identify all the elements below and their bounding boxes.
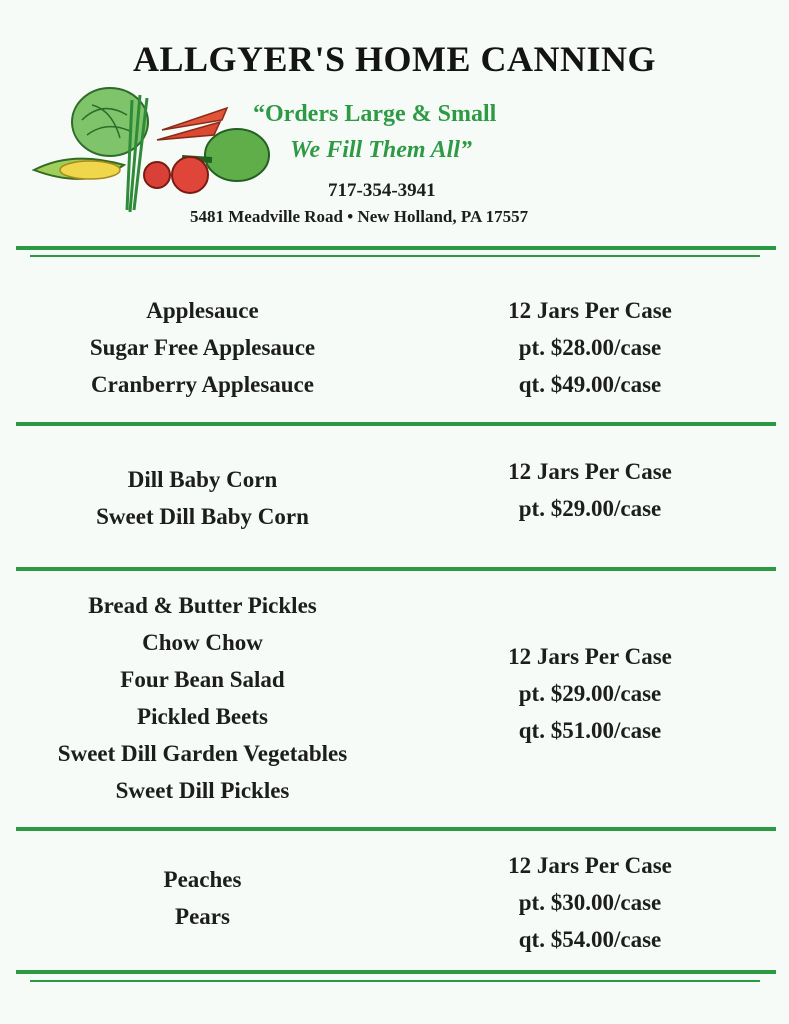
- price-line: qt. $54.00/case: [518, 927, 662, 952]
- title-word-canning: CANNING: [480, 39, 657, 79]
- price-line: pt. $29.00/case: [518, 496, 662, 521]
- list-item: Sweet Dill Pickles: [115, 778, 290, 803]
- section-divider: [16, 827, 776, 831]
- list-item: Sweet Dill Garden Vegetables: [57, 741, 348, 766]
- price-line: pt. $30.00/case: [518, 890, 662, 915]
- list-item: Dill Baby Corn: [127, 467, 278, 492]
- slogan-line-2: We Fill Them All”: [290, 137, 473, 163]
- price-line: 12 Jars Per Case: [508, 298, 672, 323]
- price-line: 12 Jars Per Case: [508, 853, 672, 878]
- title-word-allgyers: ALLGYER'S: [132, 39, 346, 79]
- item-list: [0, 461, 405, 535]
- price-list: [440, 638, 740, 749]
- footer-divider-thin: [30, 980, 760, 982]
- list-item: Sweet Dill Baby Corn: [96, 504, 309, 529]
- list-item: Chow Chow: [142, 630, 263, 655]
- list-item: Pears: [175, 904, 230, 929]
- list-item: Pickled Beets: [137, 704, 268, 729]
- price-list: [440, 292, 740, 403]
- price-line: pt. $28.00/case: [518, 335, 662, 360]
- price-line: 12 Jars Per Case: [508, 459, 672, 484]
- price-line: qt. $51.00/case: [518, 718, 662, 743]
- title-word-home: HOME: [355, 39, 472, 79]
- header-divider-thin: [30, 255, 760, 257]
- price-list: [440, 847, 740, 958]
- address: 5481 Meadville Road • New Holland, PA 17557: [190, 207, 529, 226]
- page-title: [0, 38, 789, 80]
- phone-number: 717-354-3941: [328, 180, 436, 201]
- price-list: [440, 453, 740, 527]
- price-line: 12 Jars Per Case: [508, 644, 672, 669]
- list-item: Peaches: [163, 867, 242, 892]
- list-item: Applesauce: [146, 298, 259, 323]
- item-list: [0, 861, 405, 935]
- item-list: [0, 587, 405, 809]
- item-list: [0, 292, 405, 403]
- list-item: Four Bean Salad: [120, 667, 285, 692]
- slogan-line-1: “Orders Large & Small: [253, 101, 497, 127]
- header-divider-thick: [16, 246, 776, 250]
- section-divider: [16, 567, 776, 571]
- list-item: Bread & Butter Pickles: [88, 593, 317, 618]
- list-item: Cranberry Applesauce: [91, 372, 314, 397]
- vegetables-logo-icon: [32, 80, 272, 220]
- section-divider: [16, 422, 776, 426]
- footer-divider-thick: [16, 970, 776, 974]
- list-item: Sugar Free Applesauce: [89, 335, 316, 360]
- price-line: pt. $29.00/case: [518, 681, 662, 706]
- price-line: qt. $49.00/case: [518, 372, 662, 397]
